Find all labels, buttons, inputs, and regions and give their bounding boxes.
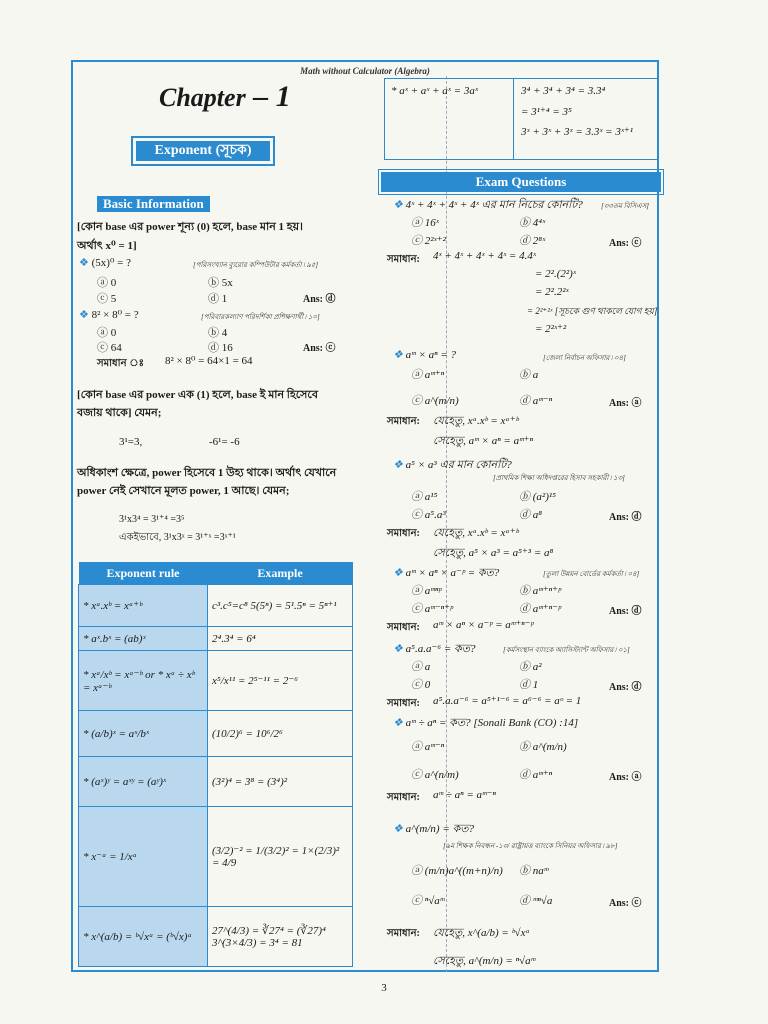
option: ⓒ ⁿ√aᵐ — [411, 895, 445, 907]
option: ⓑ a^(m/n) — [519, 741, 567, 753]
answer: Ans: ⓓ — [609, 606, 642, 617]
answer: Ans: ⓓ — [303, 294, 336, 305]
exam-q7-text: a^(m/n) = কত? — [405, 823, 474, 835]
rule-cell: * aˣ.bˣ = (ab)ˣ — [79, 627, 208, 651]
formula-right: 3ˣ + 3ˣ + 3ˣ = 3.3ˣ = 3ˣ⁺¹ — [521, 126, 634, 138]
solution-text: সেহেতু, a⁵ × a³ = a⁵⁺³ = a⁸ — [433, 547, 554, 559]
solution-text: aᵐ × aⁿ × a⁻ᵖ = aᵐ⁺ⁿ⁻ᵖ — [433, 619, 534, 631]
exam-q2-text: aᵐ × aⁿ = ? — [405, 349, 457, 361]
option: ⓐ 16ˣ — [411, 217, 439, 229]
example: একইভাবে, 3¹x3ˣ = 3¹⁺ˣ =3ˣ⁺¹ — [119, 532, 236, 543]
rule-cell: * x^(a/b) = ᵇ√xᵃ = (ᵇ√x)ᵃ — [79, 907, 208, 967]
formula-left: * aˣ + aˣ + aˣ = 3aˣ — [391, 85, 478, 97]
question: ❖ aᵐ × aⁿ = ? — [393, 349, 457, 361]
exponent-rules-table — [78, 562, 353, 967]
solution-text: = 2²ˣ⁺² — [535, 323, 567, 335]
question: ❖ 4ˣ + 4ˣ + 4ˣ + 4ˣ এর মান নিচের কোনটি? — [393, 199, 583, 211]
question-source: [জেলা নির্বাচন অফিসার ৷ ০৪] — [543, 354, 626, 362]
option: ⓑ (a²)¹⁵ — [519, 491, 556, 503]
option: ⓒ aᵐ⁻ⁿ⁺ᵖ — [411, 603, 454, 615]
option: ⓐ 0 — [97, 277, 117, 289]
rule-cell: * xᵃ/xᵇ = xᵃ⁻ᵇ or * xᵃ ÷ xᵇ = xᵃ⁻ᵇ — [79, 651, 208, 711]
exam-q6-text: aᵐ ÷ aⁿ = কত? [Sonali Bank (CO) :14] — [405, 717, 579, 729]
solution-label: সমাধান: — [387, 698, 420, 709]
answer: Ans: ⓒ — [303, 343, 336, 354]
answer: Ans: ⓐ — [609, 772, 642, 783]
option: ⓐ 0 — [97, 327, 117, 339]
header-title: Math without Calculator (Algebra) — [300, 66, 430, 76]
rule-zero-power: [কোন base এর power শূন্য (0) হলে, base মান 1 হয়। — [77, 221, 303, 233]
solution-text: = 2².2²ˣ — [535, 286, 569, 298]
exponent-title: Exponent (সূচক) — [136, 141, 270, 161]
option: ⓑ 5x — [208, 277, 233, 289]
table-row — [79, 711, 353, 757]
option: ⓒ 5 — [97, 293, 117, 305]
exponent-title-box — [131, 136, 275, 166]
option: ⓐ a — [411, 661, 431, 673]
option: ⓓ 1 — [519, 679, 539, 691]
example: -6¹= -6 — [209, 436, 240, 448]
exam-q5-text: a⁵.a.a⁻⁶ = কত? — [405, 643, 476, 655]
option: ⓓ a⁸ — [519, 509, 543, 521]
answer: Ans: ⓓ — [609, 682, 642, 693]
answer: Ans: ⓐ — [609, 398, 642, 409]
question: ❖ a⁵.a.a⁻⁶ = কত? — [393, 643, 476, 655]
q2-text: 8² × 8⁰ = ? — [91, 309, 139, 321]
option: ⓓ aᵐ⁺ⁿ — [519, 769, 553, 781]
formula-right: 3⁴ + 3⁴ + 3⁴ = 3.3⁴ — [521, 85, 606, 97]
option: ⓐ a¹⁵ — [411, 491, 438, 503]
example-cell: x⁵/x¹¹ = 2⁵⁻¹¹ = 2⁻⁶ — [208, 651, 353, 711]
rule-cell: * x⁻ᵃ = 1/xᵃ — [79, 807, 208, 907]
rule-cell: * (aˣ)ʸ = aˣʸ = (aʸ)ˣ — [79, 757, 208, 807]
exam-q4-text: aᵐ × aⁿ × a⁻ᵖ = কত? — [405, 567, 500, 579]
exam-q1-text: 4ˣ + 4ˣ + 4ˣ + 4ˣ এর মান নিচের কোনটি? — [405, 199, 583, 211]
rule-cell: * (a/b)ˣ = aˣ/bˣ — [79, 711, 208, 757]
option: ⓑ a — [519, 369, 539, 381]
solution-text: aᵐ ÷ aⁿ = aᵐ⁻ⁿ — [433, 789, 496, 801]
table-row — [79, 807, 353, 907]
solution-text: = 2².(2²)ˣ — [535, 268, 576, 280]
chapter-label: Chapter — [159, 83, 246, 112]
solution-text: সেহেতু, a^(m/n) = ⁿ√aᵐ — [433, 955, 536, 967]
option: ⓐ aᵐ⁺ⁿ — [411, 369, 445, 381]
solution-label: সমাধান: — [387, 622, 420, 633]
option: ⓑ naᵐ — [519, 865, 549, 877]
rule-implicit-power: অধিকাংশ ক্ষেত্রে, power হিসেবে 1 উহ্য থাকে। অর্থাৎ যেখানে — [77, 467, 337, 479]
basic-info-heading: Basic Information — [97, 196, 210, 212]
formula-right: = 3¹⁺⁴ = 3⁵ — [521, 106, 572, 118]
answer: Ans: ⓒ — [609, 898, 642, 909]
table-header-example: Example — [208, 562, 353, 585]
rule-one-power-cont: বজায় থাকে] যেমন; — [77, 407, 162, 419]
option: ⓓ aᵐ⁺ⁿ⁻ᵖ — [519, 603, 562, 615]
example: 3¹x3⁴ = 3¹⁺⁴ =3⁵ — [119, 514, 185, 525]
option: ⓓ 16 — [208, 342, 233, 354]
exam-q3-text: a⁵ × a³ এর মান কোনটি? — [405, 459, 512, 471]
chapter-number: – 1 — [253, 80, 291, 113]
formula-box — [384, 78, 659, 160]
rule-cell: * xᵃ.xᵇ = xᵃ⁺ᵇ — [79, 585, 208, 627]
solution-text: 4ˣ + 4ˣ + 4ˣ + 4ˣ = 4.4ˣ — [433, 250, 536, 262]
option: ⓒ a^(m/n) — [411, 395, 459, 407]
option: ⓑ 4⁴ˣ — [519, 217, 546, 229]
question-source: [পরিবারকল্যাণ পরিদর্শিকা প্রশিক্ষণার্থী ৷ ১০] — [201, 313, 320, 321]
question-source: [৯ম শিক্ষক নিবন্ধন -১৩/ রাষ্ট্রায়ত্ত ব্যাংকে সিনিয়র অফিসার ৷ ৯৮] — [443, 842, 618, 850]
example: 3¹=3, — [119, 436, 143, 448]
table-row — [79, 907, 353, 967]
solution-text: যেহেতু, xᵃ.xᵇ = xᵃ⁺ᵇ — [433, 415, 519, 427]
table-header-rule: Exponent rule — [79, 562, 208, 585]
table-row — [79, 757, 353, 807]
example-cell: (10/2)⁶ = 10⁶/2⁶ — [208, 711, 353, 757]
option: ⓒ 2²ˣ⁺² — [411, 235, 446, 247]
solution-text: a⁵.a.a⁻⁶ = a⁵⁺¹⁻⁶ = a⁶⁻⁶ = aᵒ = 1 — [433, 695, 582, 707]
option: ⓒ a⁵.a³ — [411, 509, 446, 521]
table-row — [79, 627, 353, 651]
solution-label: সমাধান: — [387, 528, 420, 539]
solution-label: সমাধান: — [387, 792, 420, 803]
question-source: [কর্মসংস্থান ব্যাংকে অ্যাসিস্ট্যান্ট অফিসার ৷ ০১] — [503, 646, 630, 654]
option: ⓒ a^(n/m) — [411, 769, 459, 781]
option: ⓐ (m/n)a^((m+n)/n) — [411, 865, 503, 877]
page-number: 3 — [381, 982, 387, 994]
solution-text: যেহেতু, xᵃ.xᵇ = xᵃ⁺ᵇ — [433, 527, 519, 539]
option: ⓐ aᵐⁿᵖ — [411, 585, 442, 597]
option: ⓑ a² — [519, 661, 542, 673]
question: ❖ aᵐ ÷ aⁿ = কত? [Sonali Bank (CO) :14] — [393, 717, 579, 729]
question-source: [পরিসংখ্যান ব্যুরোর কম্পিউটার কর্মকর্তা ৷ ৯৫] — [193, 261, 319, 269]
chapter-heading — [159, 80, 291, 114]
option: ⓑ 4 — [208, 327, 228, 339]
question-source: [৩৩তম বিসিএস] — [601, 202, 649, 210]
example-cell: (3/2)⁻² = 1/(3/2)² = 1×(2/3)² = 4/9 — [208, 807, 353, 907]
example-cell: (3²)⁴ = 3⁸ = (3⁴)² — [208, 757, 353, 807]
solution-text: 8² × 8⁰ = 64×1 = 64 — [165, 355, 253, 367]
table-row — [79, 651, 353, 711]
formula-box-divider — [513, 79, 514, 159]
question: ❖ 8² × 8⁰ = ? — [79, 309, 139, 321]
example-cell: 27^(4/3) = ∛27⁴ = (∛27)⁴ 3^(3×4/3) = 3⁴ = 81 — [208, 907, 353, 967]
option: ⓐ aᵐ⁻ⁿ — [411, 741, 445, 753]
option: ⓓ ᵐⁿ√a — [519, 895, 553, 907]
page-frame — [71, 60, 659, 972]
option: ⓓ 2⁸ˣ — [519, 235, 546, 247]
option: ⓓ 1 — [208, 293, 228, 305]
question-source: [তুলা উন্নয়ন বোর্ডের কর্মকর্তা ৷ ০৪] — [543, 570, 640, 578]
exam-questions-heading: Exam Questions — [381, 172, 661, 192]
option: ⓓ aᵐ⁻ⁿ — [519, 395, 553, 407]
option: ⓒ 0 — [411, 679, 431, 691]
question: ❖ a⁵ × a³ এর মান কোনটি? — [393, 459, 512, 471]
q1-text: (5x)⁰ = ? — [91, 257, 131, 269]
table-row — [79, 585, 353, 627]
option: ⓑ aᵐ⁺ⁿ⁺ᵖ — [519, 585, 562, 597]
rule-zero-power-example: অর্থাৎ x⁰ = 1] — [77, 240, 137, 252]
question: ❖ a^(m/n) = কত? — [393, 823, 474, 835]
solution-label: সমাধান: — [387, 254, 420, 265]
solution-text: সেহেতু, aᵐ × aⁿ = aᵐ⁺ⁿ — [433, 435, 533, 447]
option: ⓒ 64 — [97, 342, 122, 354]
answer: Ans: ⓓ — [609, 512, 642, 523]
solution-label: সমাধান ঃ — [97, 358, 144, 369]
rule-implicit-power-cont: power নেই সেখানে মূলত power, 1 আছে। যেমন; — [77, 485, 290, 497]
question: ❖ aᵐ × aⁿ × a⁻ᵖ = কত? — [393, 567, 500, 579]
solution-text: = 2²⁺²ˣ [সূচকে গুণ থাকলে যোগ হয়] — [527, 306, 658, 316]
solution-label: সমাধান: — [387, 416, 420, 427]
rule-one-power: [কোন base এর power এক (1) হলে, base ই মান হিসেবে — [77, 389, 318, 401]
solution-label: সমাধান: — [387, 928, 420, 939]
question: ❖ (5x)⁰ = ? — [79, 257, 131, 269]
solution-text: যেহেতু, x^(a/b) = ᵇ√xᵃ — [433, 927, 530, 939]
question-source: [প্রাথমিক শিক্ষা অধিদপ্তরের হিসাব সহকারী ৷ ১৩] — [493, 474, 625, 482]
example-cell: c³.c⁵=c⁸ 5(5ⁿ) = 5¹.5ⁿ = 5ⁿ⁺¹ — [208, 585, 353, 627]
example-cell: 2⁴.3⁴ = 6⁴ — [208, 627, 353, 651]
answer: Ans: ⓒ — [609, 238, 642, 249]
